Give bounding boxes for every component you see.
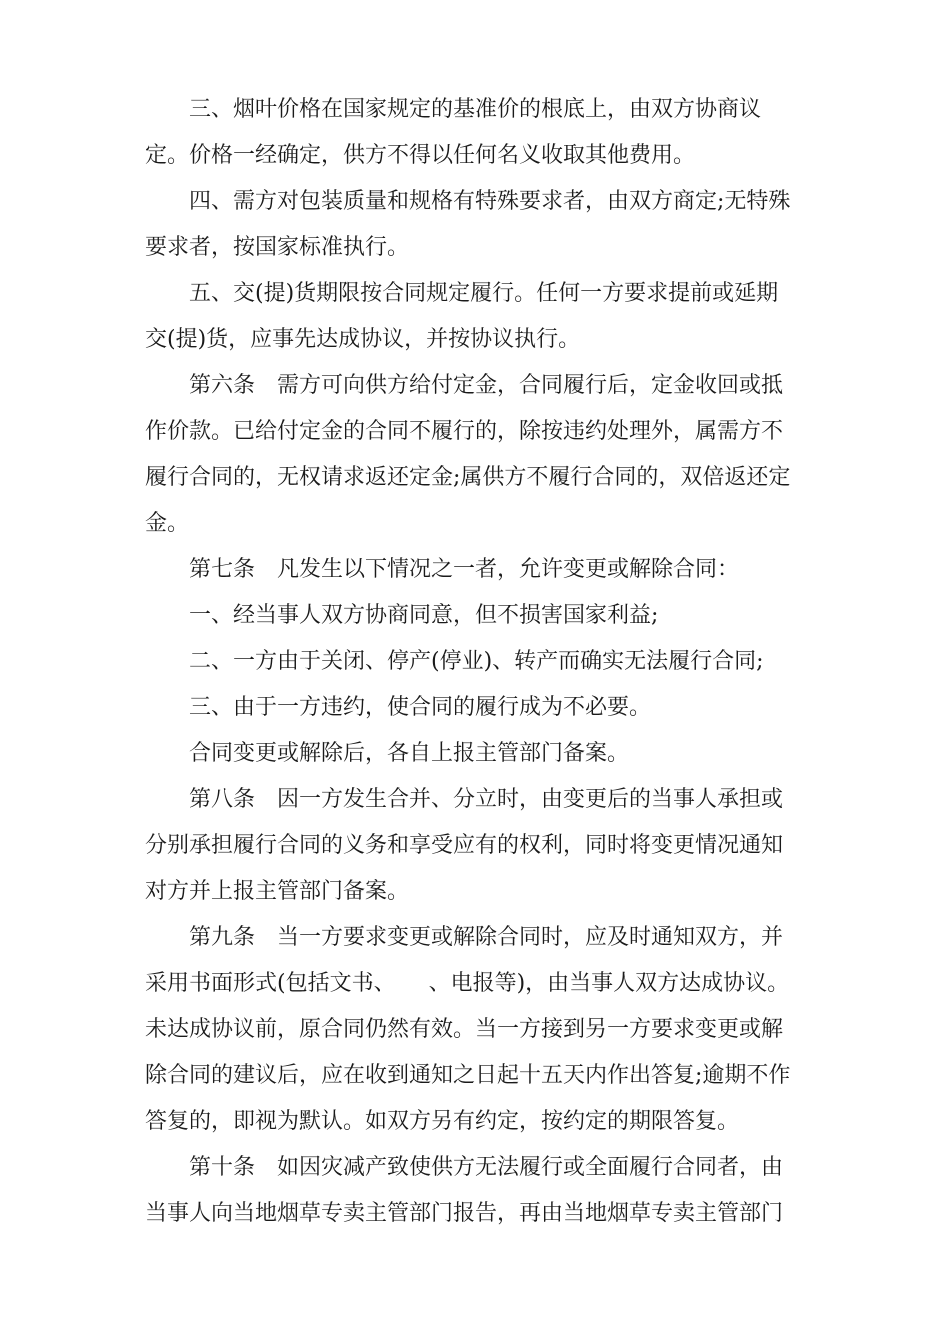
list-item: 一、经当事人双方协商同意，但不损害国家利益; bbox=[189, 603, 659, 628]
paragraph-line: 三、烟叶价格在国家规定的基准价的根底上，由双方协商议 bbox=[189, 97, 762, 122]
paragraph-line: 定。价格一经确定，供方不得以任何名义收取其他费用。 bbox=[145, 143, 696, 168]
paragraph-line: 分别承担履行合同的义务和享受应有的权利，同时将变更情况通知 bbox=[145, 833, 784, 858]
article-line: 第六条 需方可向供方给付定金，合同履行后，定金收回或抵 bbox=[189, 373, 784, 398]
article-line: 第九条 当一方要求变更或解除合同时，应及时通知双方，并 bbox=[189, 925, 784, 950]
list-item: 二、一方由于关闭、停产(停业)、转产而确实无法履行合同; bbox=[189, 649, 764, 674]
paragraph-line: 除合同的建议后，应在收到通知之日起十五天内作出答复;逾期不作 bbox=[145, 1063, 791, 1088]
article-line: 第八条 因一方发生合并、分立时，由变更后的当事人承担或 bbox=[189, 787, 784, 812]
paragraph-line: 交(提)货，应事先达成协议，并按协议执行。 bbox=[145, 327, 581, 352]
paragraph-line: 履行合同的，无权请求返还定金;属供方不履行合同的，双倍返还定 bbox=[145, 465, 791, 490]
paragraph-line: 五、交(提)货期限按合同规定履行。任何一方要求提前或延期 bbox=[189, 281, 779, 306]
paragraph-line: 四、需方对包装质量和规格有特殊要求者，由双方商定;无特殊 bbox=[189, 189, 791, 214]
paragraph-line: 作价款。已给付定金的合同不履行的，除按违约处理外，属需方不 bbox=[145, 419, 784, 444]
paragraph-line: 要求者，按国家标准执行。 bbox=[145, 235, 410, 260]
paragraph-line: 当事人向当地烟草专卖主管部门报告，再由当地烟草专卖主管部门 bbox=[145, 1201, 784, 1226]
article-line: 第七条 凡发生以下情况之一者，允许变更或解除合同： bbox=[189, 557, 740, 582]
paragraph-line: 金。 bbox=[145, 511, 190, 536]
paragraph-line: 合同变更或解除后，各自上报主管部门备案。 bbox=[189, 741, 630, 766]
paragraph-line: 未达成协议前，原合同仍然有效。当一方接到另一方要求变更或解 bbox=[145, 1017, 784, 1042]
list-item: 三、由于一方违约，使合同的履行成为不必要。 bbox=[189, 695, 652, 720]
paragraph-line: 采用书面形式(包括文书、 、电报等)，由当事人双方达成协议。 bbox=[145, 971, 790, 996]
article-line: 第十条 如因灾减产致使供方无法履行或全面履行合同者，由 bbox=[189, 1155, 784, 1180]
contract-body bbox=[145, 87, 815, 1237]
paragraph-line: 答复的，即视为默认。如双方另有约定，按约定的期限答复。 bbox=[145, 1109, 740, 1134]
paragraph-line: 对方并上报主管部门备案。 bbox=[145, 879, 410, 904]
